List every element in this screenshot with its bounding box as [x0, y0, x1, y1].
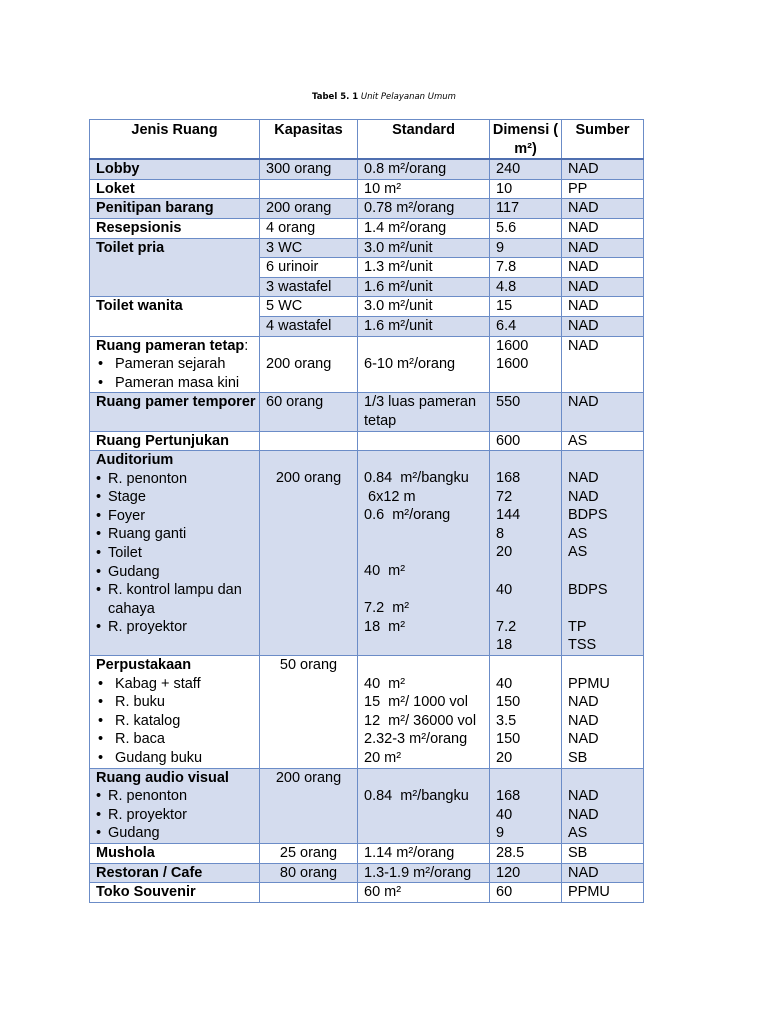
standard-line: 2.32-3 m²/orang — [364, 731, 468, 748]
cell-standard: 6-10 m²/orang — [358, 336, 490, 393]
cell-sumber: AS — [562, 431, 644, 451]
dimensi-line — [496, 656, 561, 675]
cell-standard — [358, 656, 490, 769]
cell-jenis: Toko Souvenir — [90, 883, 260, 903]
cell-kapasitas: 3 wastafel — [260, 277, 358, 297]
table-row — [90, 218, 644, 238]
cell-kapasitas: 4 wastafel — [260, 316, 358, 336]
sumber-line: NAD — [568, 731, 599, 748]
dimensi-line: 18 — [496, 637, 513, 654]
cell-sumber: NAD — [562, 238, 644, 258]
cell-standard: 1.6 m²/unit — [358, 316, 490, 336]
cell-sumber: NAD — [562, 199, 644, 219]
cell-kapasitas: 3 WC — [260, 238, 358, 258]
standard-line: 15 m²/ 1000 vol — [364, 694, 468, 711]
list-item: • R. penonton — [96, 787, 259, 806]
sumber-line: TSS — [568, 637, 597, 654]
cell-standard — [358, 768, 490, 843]
cell-sumber: NAD — [562, 316, 644, 336]
cell-jenis — [90, 451, 260, 656]
standard-line: 7.2 m² — [364, 600, 410, 617]
table-row — [90, 199, 644, 219]
cell-sumber: NAD — [562, 258, 644, 278]
dimensi-line — [496, 599, 561, 618]
list-item: • R. penonton — [96, 470, 259, 489]
cell-standard: 3.0 m²/unit — [358, 297, 490, 317]
cell-dimensi: 7.8 — [490, 258, 562, 278]
list-item: • Gudang — [96, 563, 259, 582]
header-standard: Standard — [358, 120, 490, 160]
standard-line — [364, 656, 489, 675]
cell-kapasitas: 25 orang — [260, 843, 358, 863]
header-jenis: Jenis Ruang — [90, 120, 260, 160]
standard-line: 6x12 m — [364, 488, 416, 505]
cell-kapasitas: 4 orang — [260, 218, 358, 238]
sumber-line: NAD — [568, 488, 599, 505]
cell-sumber: NAD — [562, 277, 644, 297]
cell-dimensi: 9 — [490, 238, 562, 258]
cell-standard — [358, 451, 490, 656]
cell-sumber: NAD — [562, 218, 644, 238]
dimensi-line: 7.2 — [496, 618, 517, 635]
sumber-line — [568, 656, 643, 675]
table-row — [90, 843, 644, 863]
group-title: Ruang pameran tetap — [96, 337, 245, 354]
cell-kapasitas: 50 orang — [260, 656, 358, 769]
group-title: Ruang audio visual — [96, 769, 229, 786]
standard-line: 0.84 m²/bangku — [364, 788, 469, 805]
cell-dimensi — [490, 656, 562, 769]
list-item: • R. proyektor — [96, 618, 259, 637]
standard-line — [364, 581, 489, 600]
table-row — [90, 336, 644, 393]
cell-sumber — [562, 451, 644, 656]
sumber-line: AS — [568, 825, 588, 842]
header-sumber: Sumber — [562, 120, 644, 160]
sumber-line: NAD — [568, 806, 599, 823]
cell-sumber: NAD — [562, 159, 644, 179]
sumber-line — [568, 562, 643, 581]
cell-sumber: NAD — [562, 297, 644, 317]
list-item: • Foyer — [96, 507, 259, 526]
cell-kapasitas: 200 orang — [260, 451, 358, 656]
cell-standard: 1.4 m²/orang — [358, 218, 490, 238]
cell-kapasitas: 60 orang — [260, 393, 358, 431]
cell-sumber: PPMU — [562, 883, 644, 903]
list-item: • R. katalog — [96, 712, 259, 731]
group-title: Auditorium — [96, 452, 174, 469]
standard-line: 12 m²/ 36000 vol — [364, 712, 477, 729]
sumber-line: NAD — [568, 788, 599, 805]
cell-kapasitas — [260, 431, 358, 451]
dimensi-line: 20 — [496, 544, 513, 561]
standard-line — [364, 769, 489, 788]
cell-dimensi: 60 — [490, 883, 562, 903]
standard-line: 40 m² — [364, 675, 406, 692]
cell-sumber: NAD — [562, 863, 644, 883]
list-item: • Ruang ganti — [96, 525, 259, 544]
caption-label: Tabel 5. 1 — [312, 92, 359, 102]
standard-line: 20 m² — [364, 750, 402, 766]
list-item: • Kabag + staff — [96, 675, 259, 694]
group-suffix: : — [244, 337, 249, 354]
list-item: • R. baca — [96, 730, 259, 749]
list-item: • R. buku — [96, 693, 259, 712]
group-title: Perpustakaan — [96, 657, 192, 674]
cell-dimensi — [490, 768, 562, 843]
list-item: • Pameran masa kini — [96, 374, 259, 393]
cell-standard — [358, 431, 490, 451]
table-row — [90, 159, 644, 179]
dimensi-line: 168 — [496, 470, 521, 487]
cell-standard: 0.8 m²/orang — [358, 159, 490, 179]
table-row — [90, 179, 644, 199]
sumber-line: BDPS — [568, 507, 608, 524]
cell-jenis: Restoran / Cafe — [90, 863, 260, 883]
dimensi-line: 9 — [496, 825, 505, 842]
dimensi-line: 72 — [496, 488, 513, 505]
cell-sumber: NAD — [562, 336, 644, 393]
cell-dimensi — [490, 451, 562, 656]
cell-jenis: Mushola — [90, 843, 260, 863]
cell-kapasitas: 80 orang — [260, 863, 358, 883]
sumber-line: SB — [568, 750, 588, 766]
sumber-line: AS — [568, 544, 588, 561]
cell-dimensi: 550 — [490, 393, 562, 431]
table-row — [90, 451, 644, 656]
cell-jenis — [90, 336, 260, 393]
cell-jenis: Penitipan barang — [90, 199, 260, 219]
cell-jenis — [90, 768, 260, 843]
table-row — [90, 431, 644, 451]
cell-jenis: Loket — [90, 179, 260, 199]
list-item: • Gudang buku — [96, 749, 259, 768]
cell-kapasitas: 200 orang — [260, 336, 358, 393]
dimensi-line: 20 — [496, 750, 513, 766]
cell-jenis: Resepsionis — [90, 218, 260, 238]
facility-table — [89, 119, 644, 903]
standard-line — [364, 525, 489, 544]
cell-kapasitas — [260, 179, 358, 199]
table-row — [90, 768, 644, 843]
cell-standard: 0.78 m²/orang — [358, 199, 490, 219]
table-row — [90, 393, 644, 431]
cell-dimensi: 5.6 — [490, 218, 562, 238]
cell-dimensi: 15 — [490, 297, 562, 317]
standard-line: 40 m² — [364, 563, 406, 580]
table-row — [90, 656, 644, 769]
cell-standard: 1.6 m²/unit — [358, 277, 490, 297]
standard-line: 18 m² — [364, 618, 406, 635]
cell-dimensi: 120 — [490, 863, 562, 883]
dimensi-line: 150 — [496, 694, 521, 711]
cell-sumber: NAD — [562, 393, 644, 431]
dimensi-line: 40 — [496, 675, 513, 692]
table-row — [90, 863, 644, 883]
cell-jenis — [90, 656, 260, 769]
sumber-line — [568, 769, 643, 788]
cell-dimensi: 117 — [490, 199, 562, 219]
table-row — [90, 238, 644, 258]
dimensi-line: 40 — [496, 581, 513, 598]
cell-kapasitas — [260, 883, 358, 903]
dimensi-line: 150 — [496, 731, 521, 748]
sumber-line: BDPS — [568, 581, 608, 598]
cell-sumber: PP — [562, 179, 644, 199]
cell-dimensi: 28.5 — [490, 843, 562, 863]
dimensi-line: 8 — [496, 525, 505, 542]
cell-standard: 10 m² — [358, 179, 490, 199]
sumber-line: NAD — [568, 712, 599, 729]
sumber-line: NAD — [568, 694, 599, 711]
table-caption — [0, 92, 768, 102]
cell-kapasitas: 200 orang — [260, 768, 358, 843]
cell-jenis: Lobby — [90, 159, 260, 179]
cell-dimensi: 600 — [490, 431, 562, 451]
list-item: • Pameran sejarah — [96, 355, 259, 374]
cell-standard: 3.0 m²/unit — [358, 238, 490, 258]
dimensi-line — [496, 769, 561, 788]
sumber-line: PPMU — [568, 675, 610, 692]
cell-jenis: Ruang pamer temporer — [90, 393, 260, 431]
cell-standard: 60 m² — [358, 883, 490, 903]
list-item: • Gudang — [96, 824, 259, 843]
sumber-line — [568, 599, 643, 618]
header-kapasitas: Kapasitas — [260, 120, 358, 160]
cell-dimensi: 240 — [490, 159, 562, 179]
cell-dimensi: 4.8 — [490, 277, 562, 297]
cell-standard: 1.3 m²/unit — [358, 258, 490, 278]
dimensi-line: 1600 — [496, 337, 529, 354]
caption-title: Unit Pelayanan Umum — [360, 92, 456, 102]
cell-dimensi: 6.4 — [490, 316, 562, 336]
list-item: • Stage — [96, 488, 259, 507]
cell-sumber — [562, 656, 644, 769]
cell-standard: 1/3 luas pameran tetap — [358, 393, 490, 431]
cell-standard: 1.3-1.9 m²/orang — [358, 863, 490, 883]
standard-line — [364, 543, 489, 562]
cell-jenis: Toilet pria — [90, 238, 260, 297]
table-row — [90, 297, 644, 317]
sumber-line: AS — [568, 525, 588, 542]
cell-kapasitas: 6 urinoir — [260, 258, 358, 278]
cell-sumber — [562, 768, 644, 843]
dimensi-line — [496, 562, 561, 581]
header-row — [90, 120, 644, 160]
cell-kapasitas: 5 WC — [260, 297, 358, 317]
dimensi-line: 3.5 — [496, 712, 517, 729]
cell-dimensi: 10 — [490, 179, 562, 199]
dimensi-line: 144 — [496, 507, 521, 524]
dimensi-line: 168 — [496, 788, 521, 805]
table-row — [90, 883, 644, 903]
standard-line: 0.84 m²/bangku — [364, 470, 469, 487]
list-item: • R. kontrol lampu dan cahaya — [96, 581, 259, 618]
cell-dimensi — [490, 336, 562, 393]
sumber-line: NAD — [568, 470, 599, 487]
list-item: • Toilet — [96, 544, 259, 563]
sumber-line: TP — [568, 618, 587, 635]
standard-line: 0.6 m²/orang — [364, 507, 451, 524]
cell-sumber: SB — [562, 843, 644, 863]
cell-kapasitas: 200 orang — [260, 199, 358, 219]
list-item: • R. proyektor — [96, 806, 259, 825]
header-dimensi: Dimensi ( m²) — [490, 120, 562, 160]
dimensi-line: 1600 — [496, 356, 529, 373]
cell-standard: 1.14 m²/orang — [358, 843, 490, 863]
cell-kapasitas: 300 orang — [260, 159, 358, 179]
dimensi-line: 40 — [496, 806, 513, 823]
cell-jenis: Toilet wanita — [90, 297, 260, 336]
cell-jenis: Ruang Pertunjukan — [90, 431, 260, 451]
